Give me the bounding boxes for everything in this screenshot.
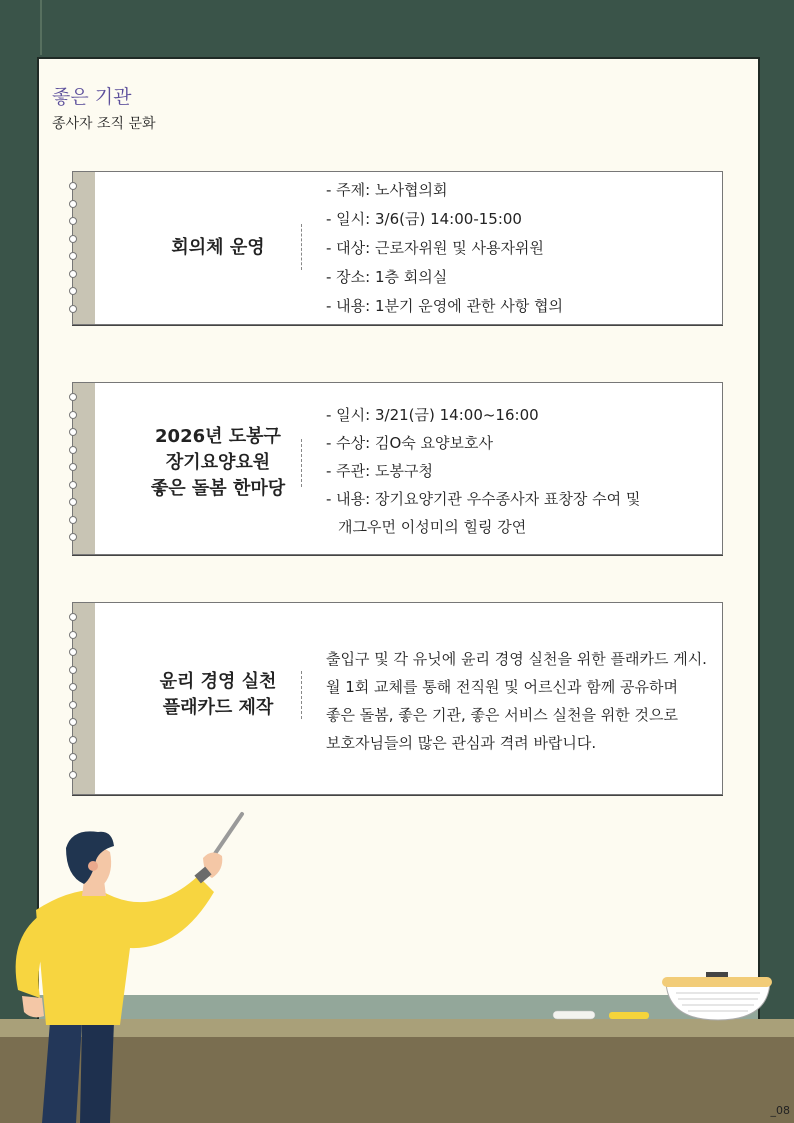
detail-item: - 내용: 장기요양기관 우수종사자 표창장 수여 및	[326, 490, 641, 508]
page-number: _08	[770, 1104, 790, 1117]
hand-left	[22, 996, 44, 1017]
description-line: 좋은 돌봄, 좋은 기관, 좋은 서비스 실천을 위한 것으로	[326, 706, 678, 724]
detail-item: - 주관: 도봉구청	[326, 462, 433, 480]
page-subtitle: 종사자 조직 문화	[52, 116, 156, 132]
pointer-stick	[212, 814, 242, 858]
page-title: 좋은 기관	[52, 86, 132, 108]
ear	[88, 861, 98, 871]
description-line: 출입구 및 각 유닛에 윤리 경영 실천을 위한 플래카드 게시.	[326, 650, 707, 668]
detail-item: 개그우먼 이성미의 힐링 강연	[338, 518, 527, 536]
detail-item: - 수상: 김O숙 요양보호사	[326, 434, 493, 452]
leg-left	[42, 1022, 82, 1123]
detail-item: - 주제: 노사협의회	[326, 181, 448, 199]
leg-right	[80, 1022, 114, 1123]
card-title: 회의체 운영	[171, 237, 265, 258]
description-line: 월 1회 교체를 통해 전직원 및 어르신과 함께 공유하며	[326, 678, 678, 696]
description-line: 보호자님들의 많은 관심과 격려 바랍니다.	[326, 734, 597, 752]
detail-item: - 대상: 근로자위원 및 사용자위원	[326, 239, 544, 257]
detail-item: - 내용: 1분기 운영에 관한 사항 협의	[326, 297, 563, 315]
shirt	[36, 876, 214, 1025]
detail-item: - 일시: 3/6(금) 14:00-15:00	[326, 210, 522, 228]
detail-item: - 일시: 3/21(금) 14:00~16:00	[326, 406, 539, 424]
card-title: 윤리 경영 실천 플래카드 제작	[159, 671, 277, 718]
detail-item: - 장소: 1층 회의실	[326, 268, 448, 286]
card-title: 2026년 도봉구 장기요양요원 좋은 돌봄 한마당	[150, 426, 286, 499]
